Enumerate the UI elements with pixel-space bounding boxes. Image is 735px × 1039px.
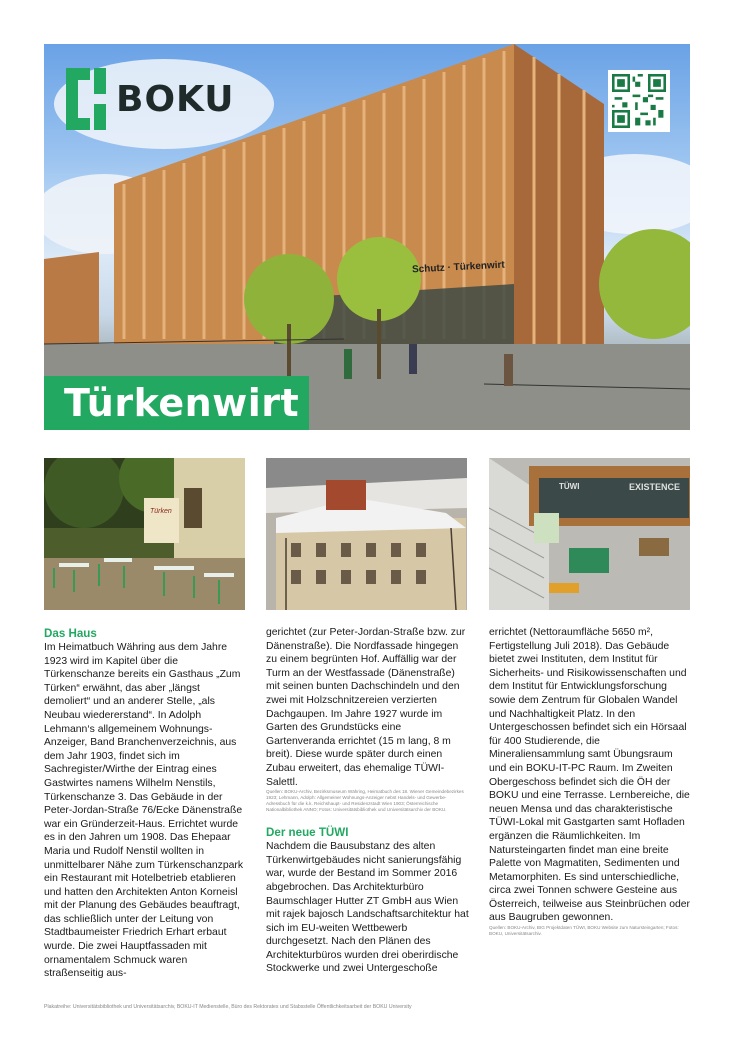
courtyard-photo bbox=[489, 458, 690, 610]
section-text-tuewi: Nachdem die Bausubstanz des alten Türkenwirtgebäudes nicht sanierungsfähig war, wurde der Bestand im Sommer 2016 abgebrochen. Das Architekturbüro Baumschlager Hutter ZT GmbH aus Wien mit rajek bajosch Landschaftsarchitektur hat sich im EU-weiten Wettbewerb durchgesetzt. Nach den Plänen des Architekturbüros wurden drei oberirdische Stockwerke und zwei Untergeschoße bbox=[266, 841, 469, 975]
section-text-tuewi-continued: errichtet (Nettoraumfläche 5650 m², Fertigstellung Juli 2018). Das Gebäude bietet zwei Instituten, dem Institut für Sicherheits- und Risikowissenschaften und dem Institut für Entwicklungsforschung sowie dem Zentrum für Globalen Wandel und Nachhaltigkeit Platz. In den Untergeschossen befindet sich ein Hörsaal für 400 Studierende, die Mineraliensammlung samt Übungsraum und ein BOKU-IT-PC Raum. Im Zweiten Obergeschoss befindet sich die ÖH der BOKU und eine Terrasse. Lernbereiche, die neuen Mensa und das charakteristische TÜWI-Lokal mit Gastgarten samt Hofladen ergänzen die Räumlichkeiten. Im Natursteingarten findet man eine breite Palette von Magmatiten, Sedimenten und Metamorphiten. Es sind unterschiedliche, circa zwei Tonnen schwere Gesteine aus Österreich, teilweise aus Steinbrüchen oder aus Baugruben gewonnen. bbox=[489, 627, 690, 924]
column-1 bbox=[44, 626, 247, 981]
courtyard-sign-left: TÜWI bbox=[559, 482, 580, 491]
logo-text: BOKU bbox=[116, 78, 235, 120]
qr-code-icon bbox=[612, 74, 666, 128]
boku-logo-mark-icon bbox=[66, 68, 106, 130]
column-2 bbox=[266, 626, 469, 976]
page-title: Türkenwirt bbox=[64, 381, 300, 425]
section-heading-tuewi: Der neue TÜWI bbox=[266, 826, 349, 840]
section-text-haus: Im Heimatbuch Währing aus dem Jahre 1923 wird im Kapitel über die Türkenschanze bereits ein Gasthaus „Zum Türken“ erwähnt, das aber „längst demoliert“ und an anderer Stelle, „als Neubau wiedererstand“. In Adolph Lehmann‘s allgemeinem Wohnungs-Anzeiger, Band Branchenverzeichnis, aus dem Jahr 1903, findet sich im Sachregister/Wirthe der Eintrag eines Gastwirtes namens Wilhelm Nenstils, Türkenschanze 3. Das Gebäude in der Peter-Jordan-Straße 76/Ecke Dänenstraße war ein Gründerzeit-Haus. Errichtet wurde es in den Jahren um 1908. Das Ehepaar Maria und Rudolf Nenstil wollten in unmittelbarer Nähe zum Türkenschanzpark ein Restaurant mit Hotelbetrieb etablieren und hatten den Architekten Anton Korneisl mit der Planung des Gebäudes beauftragt, das schließlich unter der Leitung von Stadtbaumeister Friedrich Erhart erbaut wurde. Die zwei Hauptfassaden mit ornamentalem Schmuck waren straßenseitig aus- bbox=[44, 642, 244, 980]
hero-photo bbox=[44, 44, 690, 430]
section-heading-haus: Das Haus bbox=[44, 627, 97, 640]
source-note-haus: Quellen: BOKU-Archiv, Bezirksmuseum Währing, Heimatbuch des 18. Wiener Gemeindebezirkes 1923; Lehmann, Adolph: Allgemeiner Wohnungs-Anzeiger nebst Handels- und Gewerbe-Adressbuch für die k.k. Reichshaupt- und Residenzstadt Wien 1903; Österreichische Nationalbibliothek ANNO; Fotos: Universitätsbibliothek und Universitätsarchiv der BOKU. bbox=[266, 789, 464, 813]
garden-illustration bbox=[44, 458, 245, 610]
courtyard-sign-right: EXISTENCE bbox=[629, 482, 681, 492]
courtyard-illustration bbox=[489, 458, 690, 610]
garden-sign: Türken bbox=[150, 508, 172, 515]
footer-credits: Plakatreihe: Universitätsbibliothek und Universitätsarchiv, BOKU-IT Medienstelle, Büro des Rektorates und Stabsstelle Öffentlichkeitsarbeit der BOKU University bbox=[44, 1004, 412, 1010]
title-banner bbox=[44, 376, 309, 430]
section-text-haus-continued: gerichtet (zur Peter-Jordan-Straße bzw. zur Dänenstraße). Die Nordfassade hingegen zu einem begrünten Hof. Auffällig war der Turm an der Westfassade (Dänenstraße) mit seinen bunten Dachschindeln und den zwei mit Holzschnitzereien verzierten Dachgaupen. Im Jahre 1927 wurde im Garten des Grundstücks eine Gartenveranda errichtet (15 m lang, 8 m breit). Diese wurde später durch einen Zubau erweitert, das ehemalige TÜWI-Salettl. bbox=[266, 627, 466, 788]
qr-code[interactable] bbox=[608, 70, 670, 132]
building-sign: Schutz · Türkenwirt bbox=[411, 259, 506, 276]
historic-building-illustration bbox=[266, 458, 467, 610]
garden-photo bbox=[44, 458, 245, 610]
column-3 bbox=[489, 626, 692, 937]
boku-logo bbox=[66, 68, 235, 130]
historic-building-photo bbox=[266, 458, 467, 610]
source-note-tuewi: Quellen: BOKU-Archiv, BIG Projektdaten TÜWI, BOKU Website zum Natursteingarten; Fotos: BOKU, Universitätsarchiv. bbox=[489, 925, 679, 937]
